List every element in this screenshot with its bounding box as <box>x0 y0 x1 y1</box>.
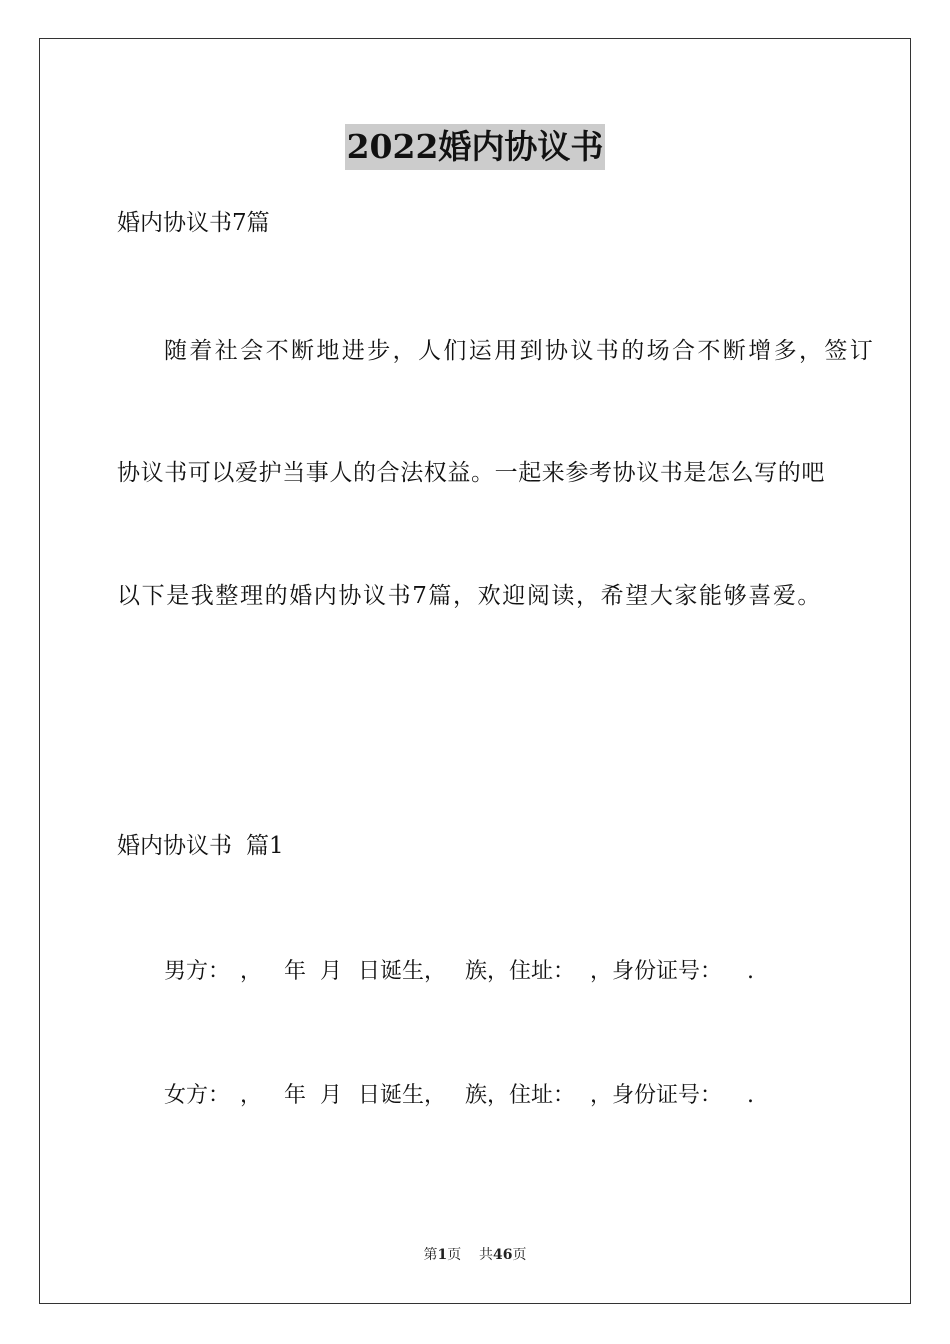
male-born: 日诞生， <box>358 959 447 984</box>
title-block <box>0 124 950 170</box>
female-id-label: ，身份证号： <box>590 1083 723 1108</box>
footer-prefix: 第 <box>423 1247 438 1263</box>
intro-line-1: 随着社会不断地进步，人们运用到协议书的场合不断增多，签订 <box>164 338 876 364</box>
document-title: 2022婚内协议书 <box>345 124 606 170</box>
footer-page-unit: 页 <box>447 1247 462 1263</box>
male-comma-1: ， <box>240 959 263 984</box>
female-label: 女方： <box>164 1083 231 1108</box>
male-end: . <box>747 959 754 984</box>
female-born: 日诞生， <box>358 1083 447 1108</box>
male-label: 男方： <box>164 959 231 984</box>
intro-line-3: 以下是我整理的婚内协议书7篇，欢迎阅读，希望大家能够喜爱。 <box>117 583 823 609</box>
female-month: 月 <box>320 1083 343 1108</box>
female-year: 年 <box>284 1083 307 1108</box>
footer-total-unit: 页 <box>512 1247 527 1263</box>
intro-line-2: 协议书可以爱护当事人的合法权益。一起来参考协议书是怎么写的吧 <box>117 460 825 486</box>
male-year: 年 <box>284 959 307 984</box>
female-end: . <box>747 1083 754 1108</box>
document-subtitle: 婚内协议书7篇 <box>117 210 270 236</box>
footer-total-prefix: 共 <box>479 1247 494 1263</box>
footer-total-pages: 46 <box>493 1247 513 1263</box>
female-ethnic-address: 族，住址： <box>465 1083 576 1108</box>
male-id-label: ，身份证号： <box>590 959 723 984</box>
male-ethnic-address: 族，住址： <box>465 959 576 984</box>
footer-page-number: 1 <box>437 1247 448 1263</box>
section-heading <box>117 830 284 862</box>
section-heading-number: 篇1 <box>246 833 284 859</box>
female-comma-1: ， <box>240 1083 263 1108</box>
page-footer <box>0 1245 950 1265</box>
male-month: 月 <box>320 959 343 984</box>
section-heading-title: 婚内协议书 <box>117 833 232 859</box>
